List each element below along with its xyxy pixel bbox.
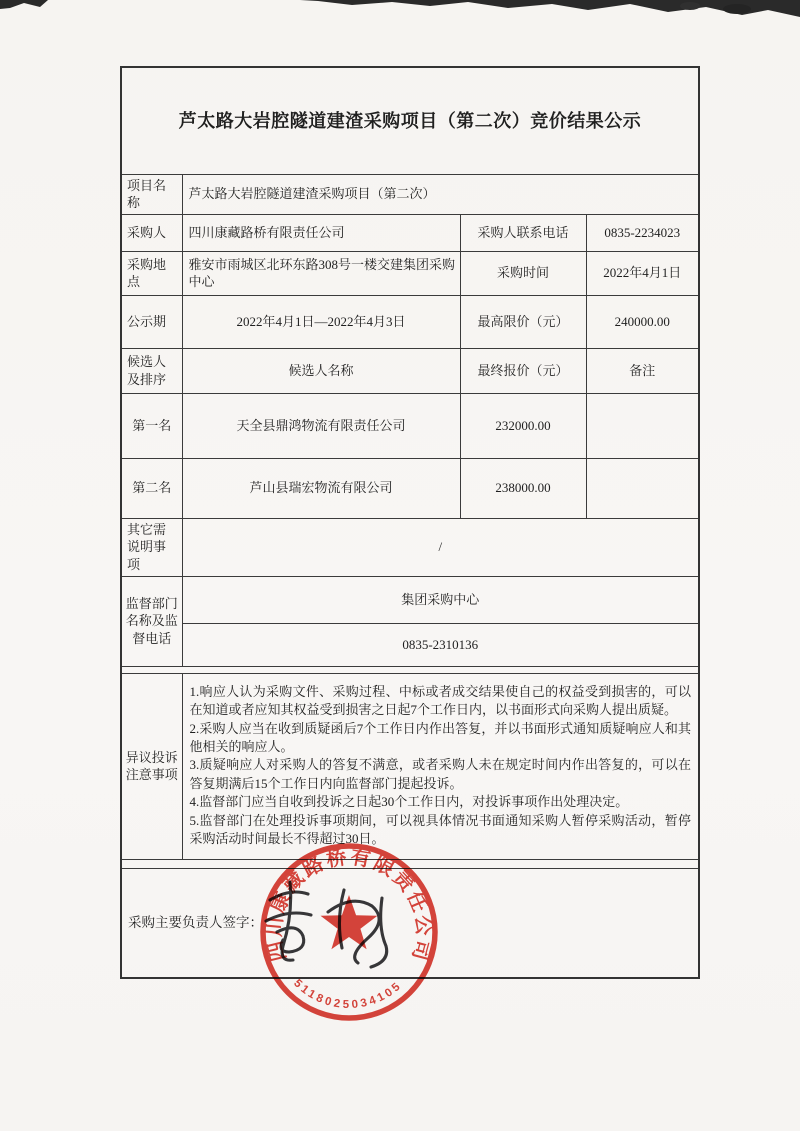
title-row: [121, 67, 699, 174]
announcement-table: [120, 66, 700, 979]
max-price-value: 240000.00: [586, 295, 699, 348]
supervision-dept-value: 集团采购中心: [182, 576, 699, 623]
location-value: 雅安市雨城区北环东路308号一楼交建集团采购中心: [182, 251, 460, 295]
candidate-2-price: 238000.00: [460, 458, 586, 518]
purchaser-label: 采购人: [121, 214, 182, 251]
objection-item-5: 5.监督部门在处理投诉事项期间，可以视具体情况书面通知采购人暂停采购活动，暂停采购活动时间最长不得超过30日。: [189, 812, 691, 847]
signature-row: [121, 868, 699, 978]
location-row: [121, 251, 699, 295]
candidate-1-name: 天全县鼎鸿物流有限责任公司: [182, 393, 460, 458]
table-gap-2: [121, 859, 699, 868]
max-price-label: 最高限价（元）: [460, 295, 586, 348]
candidate-2-rank: 第二名: [121, 458, 182, 518]
publicity-period-label: 公示期: [121, 295, 182, 348]
candidates-remark-header: 备注: [586, 348, 699, 393]
objection-item-3: 3.质疑响应人对采购人的答复不满意，或者采购人未在规定时间内作出答复的，可以在答复期满后15个工作日内向监督部门提起投诉。: [189, 757, 691, 791]
table-gap-1: [121, 666, 699, 673]
publicity-period-value: 2022年4月1日—2022年4月3日: [182, 295, 460, 348]
objection-label: 异议投诉注意事项: [121, 673, 182, 859]
document-title: 芦太路大岩腔隧道建渣采购项目（第二次）竞价结果公示: [121, 67, 699, 174]
candidate-1-rank: 第一名: [121, 393, 182, 458]
purchase-time-label: 采购时间: [460, 251, 586, 295]
purchaser-phone-label: 采购人联系电话: [460, 214, 586, 251]
other-notes-row: [121, 518, 699, 576]
purchaser-row: [121, 214, 699, 251]
candidates-header-row: [121, 348, 699, 393]
purchase-time-value: 2022年4月1日: [586, 251, 699, 295]
candidate-2-remark: [586, 458, 699, 518]
candidates-name-header: 候选人名称: [182, 348, 460, 393]
project-name-label: 项目名称: [121, 174, 182, 214]
objection-row: [121, 673, 699, 859]
candidates-price-header: 最终报价（元）: [460, 348, 586, 393]
candidate-row-2: [121, 458, 699, 518]
objection-item-4: 4.监督部门应当自收到投诉之日起30个工作日内，对投诉事项作出处理决定。: [189, 794, 629, 810]
other-notes-value: /: [182, 518, 699, 576]
supervision-phone-value: 0835-2310136: [182, 623, 699, 666]
purchaser-phone-value: 0835-2234023: [586, 214, 699, 251]
supervision-label: 监督部门名称及监督电话: [121, 576, 182, 666]
signature-label: 采购主要负责人签字：: [121, 868, 699, 978]
candidate-1-remark: [586, 393, 699, 458]
seal-company-text: 四川康藏路桥有限责任公司: [263, 846, 435, 965]
candidates-rank-header: 候选人及排序: [121, 348, 182, 393]
seal-serial-number: 5118025034105: [291, 977, 405, 1012]
objection-item-1: 1.响应人认为采购文件、采购过程、中标或者成交结果使自己的权益受到损害的，可以在知道或者应知其权益受到损害之日起7个工作日内，以书面形式向采购人提出质疑。: [189, 683, 691, 718]
other-notes-label: 其它需说明事项: [121, 518, 182, 576]
project-name-value: 芦太路大岩腔隧道建渣采购项目（第二次）: [182, 174, 699, 214]
objection-text-cell: [182, 673, 699, 859]
supervision-phone-row: [121, 623, 699, 666]
candidate-1-price: 232000.00: [460, 393, 586, 458]
candidate-2-name: 芦山县瑞宏物流有限公司: [182, 458, 460, 518]
publicity-period-row: [121, 295, 699, 348]
purchaser-value: 四川康藏路桥有限责任公司: [182, 214, 460, 251]
project-name-row: [121, 174, 699, 214]
objection-item-2: 2.采购人应当在收到质疑函后7个工作日内作出答复，并以书面形式通知质疑响应人和其他相关的响应人。: [189, 720, 691, 754]
scan-artifact-top-edge: [0, 0, 800, 22]
supervision-dept-row: [121, 576, 699, 623]
candidate-row-1: [121, 393, 699, 458]
location-label: 采购地点: [121, 251, 182, 295]
